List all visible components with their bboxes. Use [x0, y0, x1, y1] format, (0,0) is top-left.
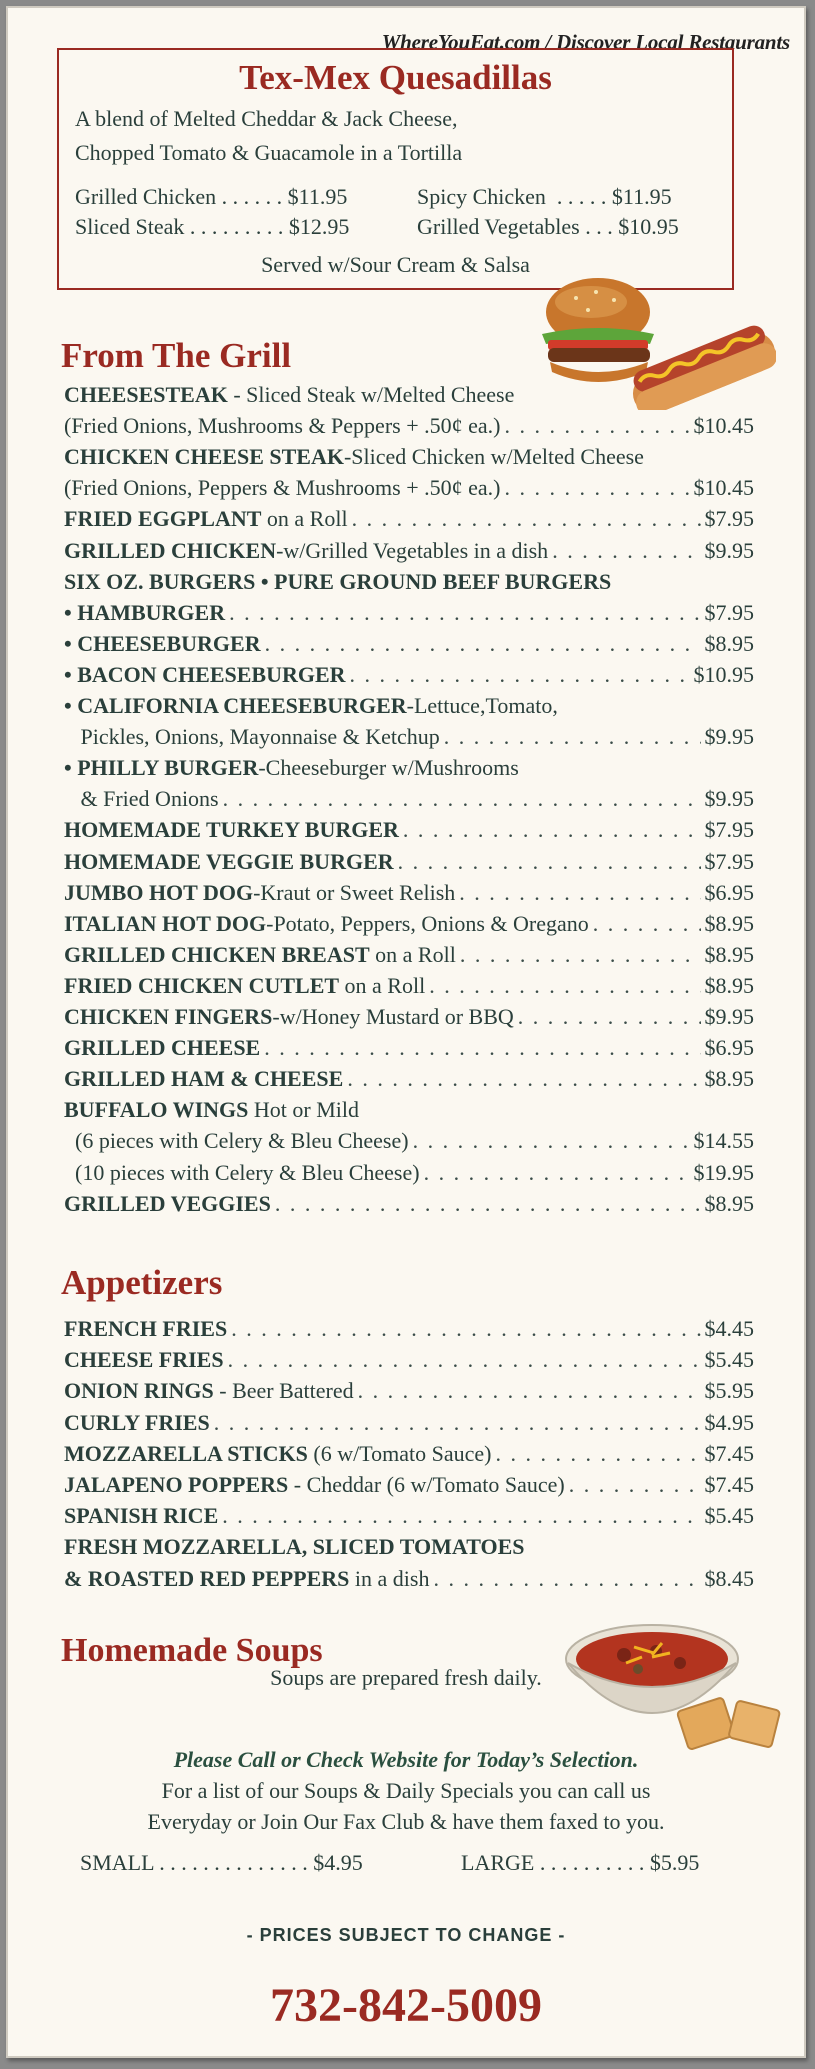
menu-page — [6, 6, 806, 2058]
menu-row — [64, 566, 754, 597]
item-name: GRILLED CHEESE — [64, 1035, 261, 1061]
item-desc: in a dish — [349, 1565, 430, 1591]
menu-row — [64, 1500, 754, 1531]
leader-dots — [347, 1063, 700, 1094]
item-name: FRENCH FRIES — [64, 1316, 228, 1341]
leader-dots — [504, 472, 689, 503]
item-desc: (Fried Onions, Peppers & Mushrooms + .50¢ ea.) — [64, 475, 501, 501]
item-name: BUFFALO WINGS — [64, 1097, 249, 1123]
item-price: $6.95 — [704, 1035, 754, 1061]
menu-row — [64, 472, 754, 503]
soups-info-2: Everyday or Join Our Fax Club & have them faxed to you. — [147, 1809, 665, 1834]
item-name: GRILLED HAM & CHEESE — [64, 1066, 344, 1092]
item-name: CHEESESTEAK — [64, 382, 228, 407]
leader-dots — [444, 721, 701, 752]
leader-dots — [569, 1469, 701, 1500]
leader-dots — [214, 1407, 701, 1438]
item-price: $9.95 — [704, 537, 754, 563]
menu-row — [64, 1094, 754, 1125]
leader-dots — [352, 503, 701, 534]
item-price: $8.45 — [704, 1565, 754, 1591]
menu-row — [64, 939, 754, 970]
menu-row — [64, 1188, 754, 1219]
item-price: $5.45 — [704, 1347, 754, 1373]
quesadilla-item: Sliced Steak . . . . . . . . . $12.95 — [75, 214, 350, 239]
menu-row — [64, 1469, 754, 1500]
item-price: $5.45 — [704, 1503, 754, 1529]
item-price: $8.95 — [704, 1190, 754, 1216]
item-name: • HAMBURGER — [64, 599, 226, 625]
item-name: SPANISH RICE — [64, 1503, 219, 1529]
leader-dots — [275, 1188, 701, 1219]
item-price: $8.95 — [704, 972, 754, 998]
item-name: CHEESE FRIES — [64, 1347, 224, 1373]
menu-row — [64, 535, 754, 566]
leader-dots — [495, 1438, 700, 1469]
menu-row — [64, 1157, 754, 1188]
leader-dots — [350, 659, 690, 690]
item-name: JALAPENO POPPERS — [64, 1472, 289, 1497]
quesadilla-desc-line-2: Chopped Tomato & Guacamole in a Tortilla — [75, 140, 463, 165]
grill-section-title: From The Grill — [61, 336, 292, 375]
item-desc: on a Roll — [369, 941, 456, 967]
leader-dots — [433, 1563, 700, 1594]
item-price: $9.95 — [704, 724, 754, 750]
item-price: $19.95 — [693, 1159, 754, 1185]
leader-dots — [358, 1375, 701, 1406]
quesadilla-title: Tex-Mex Quesadillas — [239, 58, 552, 97]
leader-dots — [459, 877, 700, 908]
leader-dots — [229, 597, 700, 628]
menu-row — [64, 441, 754, 472]
menu-row — [64, 410, 754, 441]
menu-row — [64, 908, 754, 939]
menu-row — [64, 1313, 754, 1344]
item-name: FRIED EGGPLANT — [64, 506, 262, 532]
item-name: FRESH MOZZARELLA, SLICED TOMATOES — [64, 1534, 525, 1560]
item-name: SIX OZ. BURGERS • PURE GROUND BEEF BURGERS — [64, 568, 612, 594]
item-price: $14.55 — [693, 1128, 754, 1154]
item-desc: -Sliced Chicken w/Melted Cheese — [343, 444, 644, 470]
item-name: HOMEMADE VEGGIE BURGER — [64, 848, 394, 874]
leader-dots — [231, 1313, 700, 1344]
menu-row — [64, 1032, 754, 1063]
leader-dots — [398, 846, 701, 877]
item-name: FRIED CHICKEN CUTLET — [64, 972, 340, 998]
menu-row — [64, 1375, 754, 1406]
price-notice: - PRICES SUBJECT TO CHANGE - — [246, 1925, 566, 1945]
quesadilla-desc-line-1: A blend of Melted Cheddar & Jack Cheese, — [75, 106, 458, 131]
item-desc: -w/Grilled Vegetables in a dish — [276, 537, 549, 563]
item-desc: -Kraut or Sweet Relish — [253, 879, 456, 905]
leader-dots — [518, 1001, 701, 1032]
item-name: JUMBO HOT DOG — [64, 879, 254, 905]
menu-row — [64, 659, 754, 690]
phone-number: 732-842-5009 — [270, 1979, 542, 2032]
item-name: GRILLED CHICKEN BREAST — [64, 941, 370, 967]
item-price: $7.45 — [704, 1440, 754, 1466]
leader-dots — [429, 970, 700, 1001]
leader-dots — [228, 1344, 701, 1375]
item-name: CHICKEN CHEESE STEAK — [64, 444, 344, 470]
leader-dots — [223, 783, 701, 814]
item-name: • PHILLY BURGER — [64, 755, 259, 781]
item-desc: -Potato, Peppers, Onions & Oregano — [266, 910, 589, 936]
item-price: $10.45 — [693, 413, 754, 439]
menu-row — [64, 1063, 754, 1094]
item-price: $7.95 — [704, 848, 754, 874]
item-name: CURLY FRIES — [64, 1409, 210, 1435]
leader-dots — [504, 410, 689, 441]
menu-row — [64, 1001, 754, 1032]
item-price: $8.95 — [704, 910, 754, 936]
item-desc: - Sliced Steak w/Melted Cheese — [227, 382, 515, 407]
item-price: $5.95 — [704, 1378, 754, 1404]
leader-dots — [552, 535, 700, 566]
item-price: $4.45 — [704, 1316, 754, 1341]
menu-row — [64, 503, 754, 534]
item-name: ITALIAN HOT DOG — [64, 910, 267, 936]
quesadilla-item: Grilled Chicken . . . . . . $11.95 — [75, 184, 348, 209]
item-desc: (10 pieces with Celery & Bleu Cheese) — [64, 1159, 420, 1185]
item-desc: -w/Honey Mustard or BBQ — [272, 1004, 514, 1029]
quesadilla-note: Served w/Sour Cream & Salsa — [261, 252, 530, 277]
menu-row — [64, 846, 754, 877]
leader-dots — [593, 908, 701, 939]
item-name: GRILLED VEGGIES — [64, 1190, 271, 1216]
item-name: CHICKEN FINGERS — [64, 1004, 273, 1029]
menu-row — [64, 597, 754, 628]
item-price: $9.95 — [704, 1004, 754, 1029]
menu-row — [64, 783, 754, 814]
item-desc: on a Roll — [261, 506, 348, 532]
leader-dots — [403, 814, 701, 845]
quesadilla-box — [57, 48, 734, 290]
soups-call: Please Call or Check Website for Today’s Selection. — [173, 1747, 639, 1772]
item-desc: - Beer Battered — [213, 1378, 354, 1404]
item-price: $7.95 — [704, 506, 754, 532]
leader-dots — [264, 1032, 700, 1063]
menu-row — [64, 690, 754, 721]
quesadilla-desc — [75, 102, 462, 170]
item-name: • BACON CHEESEBURGER — [64, 661, 346, 687]
leader-dots — [424, 1157, 690, 1188]
item-name: HOMEMADE TURKEY BURGER — [64, 817, 399, 843]
item-price: $8.95 — [704, 630, 754, 656]
item-name: GRILLED CHICKEN — [64, 537, 277, 563]
item-desc: Pickles, Onions, Mayonnaise & Ketchup — [64, 724, 440, 750]
quesadilla-item: Grilled Vegetables . . . $10.95 — [417, 214, 679, 239]
item-name: • CHEESEBURGER — [64, 630, 261, 656]
menu-row — [64, 1344, 754, 1375]
item-name: • CALIFORNIA CHEESEBURGER — [64, 693, 407, 718]
item-desc: (6 pieces with Celery & Bleu Cheese) — [64, 1128, 409, 1154]
item-price: $8.95 — [704, 941, 754, 967]
leader-dots — [222, 1500, 700, 1531]
appetizers-section-title: Appetizers — [61, 1263, 223, 1302]
item-desc: -Lettuce,Tomato, — [406, 693, 558, 718]
menu-row — [64, 877, 754, 908]
soups-section-title: Homemade Soups — [61, 1632, 323, 1669]
item-price: $7.95 — [704, 817, 754, 843]
menu-row — [64, 752, 754, 783]
menu-row — [64, 1407, 754, 1438]
item-price: $9.95 — [704, 786, 754, 812]
menu-row — [64, 628, 754, 659]
item-price: $4.95 — [704, 1409, 754, 1435]
leader-dots — [413, 1125, 690, 1156]
menu-row — [64, 1563, 754, 1594]
item-name: & ROASTED RED PEPPERS — [64, 1565, 350, 1591]
item-price: $10.95 — [693, 661, 754, 687]
leader-dots — [460, 939, 701, 970]
item-desc: - Cheddar (6 w/Tomato Sauce) — [288, 1472, 565, 1497]
watermark: WhereYouEat.com / Discover Local Restaurants — [381, 30, 790, 54]
item-price: $6.95 — [704, 879, 754, 905]
soup-small-price: SMALL . . . . . . . . . . . . . . $4.95 — [80, 1850, 363, 1875]
menu-row — [64, 1531, 754, 1562]
item-desc: (Fried Onions, Mushrooms & Peppers + .50¢ ea.) — [64, 413, 501, 439]
item-desc: on a Roll — [339, 972, 426, 998]
item-name: MOZZARELLA STICKS — [64, 1440, 308, 1466]
item-desc: & Fried Onions — [64, 786, 219, 812]
menu-row — [64, 1125, 754, 1156]
leader-dots — [265, 628, 701, 659]
item-price: $10.45 — [693, 475, 754, 501]
item-desc: (6 w/Tomato Sauce) — [307, 1440, 492, 1466]
soup-large-price: LARGE . . . . . . . . . . $5.95 — [461, 1850, 700, 1875]
item-desc: -Cheeseburger w/Mushrooms — [258, 755, 519, 781]
item-price: $8.95 — [704, 1066, 754, 1092]
menu-row — [64, 721, 754, 752]
item-price: $7.95 — [704, 599, 754, 625]
menu-row — [64, 379, 754, 410]
menu-row — [64, 1438, 754, 1469]
item-name: ONION RINGS — [64, 1378, 214, 1404]
quesadilla-item: Spicy Chicken . . . . . $11.95 — [417, 184, 672, 209]
soups-info-1: For a list of our Soups & Daily Specials you can call us — [161, 1778, 651, 1803]
soups-fresh: Soups are prepared fresh daily. — [270, 1665, 542, 1690]
menu-row — [64, 814, 754, 845]
menu-row — [64, 970, 754, 1001]
item-price: $7.45 — [704, 1472, 754, 1497]
item-desc: Hot or Mild — [248, 1097, 360, 1123]
